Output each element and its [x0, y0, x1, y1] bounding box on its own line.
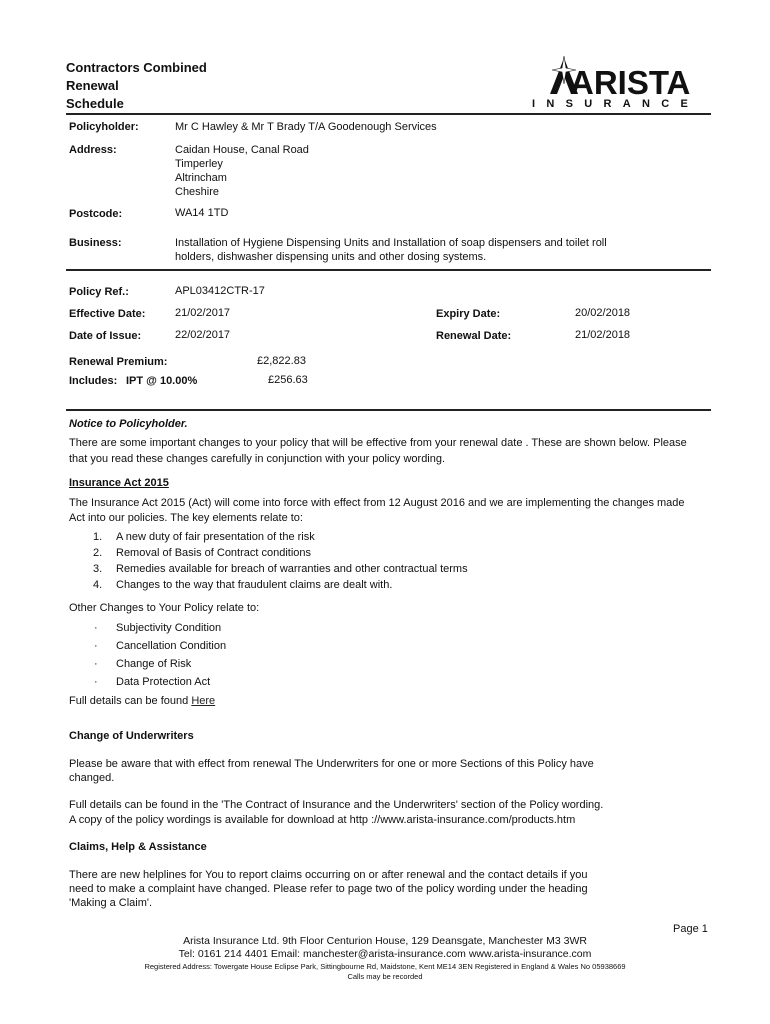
- full-details-text: Full details can be found: [69, 695, 192, 707]
- arista-logo-star-icon: [530, 54, 710, 108]
- title-line-2: Renewal: [66, 78, 119, 93]
- claims-line-3: 'Making a Claim'.: [69, 897, 153, 909]
- footer-contact: Tel: 0161 214 4401 Email: manchester@arista-insurance.com www.arista-insurance.com: [178, 948, 592, 960]
- underwriters-p2-line-2: A copy of the policy wordings is available for download at http ://www.arista-insurance.com/products.htm: [69, 814, 576, 826]
- address-value: [175, 143, 309, 199]
- issue-date-value: 22/02/2017: [175, 329, 231, 341]
- issue-date-label: Date of Issue:: [69, 330, 142, 342]
- address-line-4: Cheshire: [175, 186, 220, 198]
- effective-date-value: 21/02/2017: [175, 307, 231, 319]
- postcode-value: WA14 1TD: [175, 207, 229, 219]
- footer-address: Arista Insurance Ltd. 9th Floor Centurion House, 129 Deansgate, Manchester M3 3WR: [183, 935, 587, 947]
- bullet-icon: ·: [94, 622, 98, 634]
- address-label: Address:: [69, 144, 117, 156]
- insurance-act-heading: Insurance Act 2015: [69, 477, 169, 489]
- act-item-2: Removal of Basis of Contract conditions: [116, 547, 312, 559]
- footer-registered: Registered Address: Towergate House Eclipse Park, Sittingbourne Rd, Maidstone, Kent ME14 3EN Registered in England & Wales No 05938669: [144, 962, 626, 971]
- title-line-3: Schedule: [66, 96, 124, 111]
- full-details-line: [69, 693, 215, 709]
- expiry-date-value: 20/02/2018: [575, 307, 631, 319]
- policy-ref-value: APL03412CTR-17: [175, 285, 265, 297]
- ipt-label: IPT @ 10.00%: [126, 375, 198, 387]
- expiry-date-label: Expiry Date:: [436, 308, 501, 320]
- renewal-date-label: Renewal Date:: [436, 330, 512, 342]
- address-line-2: Timperley: [175, 158, 223, 170]
- renewal-premium-value: £2,822.83: [257, 355, 306, 367]
- other-changes-heading: Other Changes to Your Policy relate to:: [69, 602, 260, 614]
- business-label: Business:: [69, 237, 122, 249]
- effective-date-label: Effective Date:: [69, 308, 146, 320]
- arista-logo: [530, 54, 710, 108]
- business-value: [175, 236, 607, 264]
- notice-heading: Notice to Policyholder.: [69, 418, 188, 430]
- act-item-number-2: 2.: [93, 547, 103, 559]
- renewal-premium-label: Renewal Premium:: [69, 356, 168, 368]
- act-item-4: Changes to the way that fraudulent claims are dealt with.: [116, 579, 393, 591]
- underwriters-p1-line-2: changed.: [69, 772, 115, 784]
- logo-subtitle: INSURANCE: [532, 98, 700, 108]
- underwriters-p2-line-1: Full details can be found in the 'The Contract of Insurance and the Underwriters' section of the Policy wording.: [69, 799, 604, 811]
- claims-line-1: There are new helplines for You to report claims occurring on or after renewal and the contact details if you: [69, 869, 588, 881]
- postcode-label: Postcode:: [69, 208, 123, 220]
- footer-recorded: Calls may be recorded: [347, 972, 423, 981]
- insurance-act-line-1: The Insurance Act 2015 (Act) will come into force with effect from 12 August 2016 and we are implementing the changes made: [69, 497, 685, 509]
- act-item-number-1: 1.: [93, 531, 103, 543]
- act-item-3: Remedies available for breach of warranties and other contractual terms: [116, 563, 468, 575]
- underwriters-heading: Change of Underwriters: [69, 730, 194, 742]
- policyholder-label: Policyholder:: [69, 121, 139, 133]
- policyholder-divider: [66, 269, 711, 271]
- claims-line-2: need to make a complaint have changed. Please refer to page two of the policy wording under the heading: [69, 883, 588, 895]
- address-line-3: Altrincham: [175, 172, 227, 184]
- header-divider: [66, 113, 711, 115]
- renewal-date-value: 21/02/2018: [575, 329, 631, 341]
- business-line-2: holders, dishwasher dispensing units and other dosing systems.: [175, 251, 487, 263]
- address-line-1: Caidan House, Canal Road: [175, 144, 309, 156]
- claims-heading: Claims, Help & Assistance: [69, 841, 207, 853]
- other-item-4: Data Protection Act: [116, 676, 211, 688]
- details-divider: [66, 409, 711, 411]
- policy-ref-label: Policy Ref.:: [69, 286, 129, 298]
- other-item-3: Change of Risk: [116, 658, 192, 670]
- notice-line-1: There are some important changes to your policy that will be effective from your renewal date . These are shown below. Please: [69, 437, 687, 449]
- policyholder-value: Mr C Hawley & Mr T Brady T/A Goodenough Services: [175, 121, 437, 133]
- bullet-icon: ·: [94, 658, 98, 670]
- act-item-number-4: 4.: [93, 579, 103, 591]
- act-item-number-3: 3.: [93, 563, 103, 575]
- bullet-icon: ·: [94, 640, 98, 652]
- ipt-value: £256.63: [268, 374, 308, 386]
- document-title: [66, 59, 207, 113]
- underwriters-p1-line-1: Please be aware that with effect from renewal The Underwriters for one or more Sections of this Policy have: [69, 758, 594, 770]
- here-link[interactable]: Here: [191, 695, 216, 707]
- insurance-act-line-2: Act into our policies. The key elements relate to:: [69, 512, 303, 524]
- act-item-1: A new duty of fair presentation of the risk: [116, 531, 315, 543]
- includes-label: Includes:: [69, 375, 118, 387]
- other-item-2: Cancellation Condition: [116, 640, 227, 652]
- notice-line-2: that you read these changes carefully in conjunction with your policy wording.: [69, 453, 446, 465]
- logo-wordmark: ARISTA: [570, 64, 691, 101]
- other-item-1: Subjectivity Condition: [116, 622, 222, 634]
- business-line-1: Installation of Hygiene Dispensing Units and Installation of soap dispensers and toilet roll: [175, 237, 607, 249]
- bullet-icon: ·: [94, 676, 98, 688]
- title-line-1: Contractors Combined: [66, 60, 207, 75]
- page-number: Page 1: [673, 923, 708, 935]
